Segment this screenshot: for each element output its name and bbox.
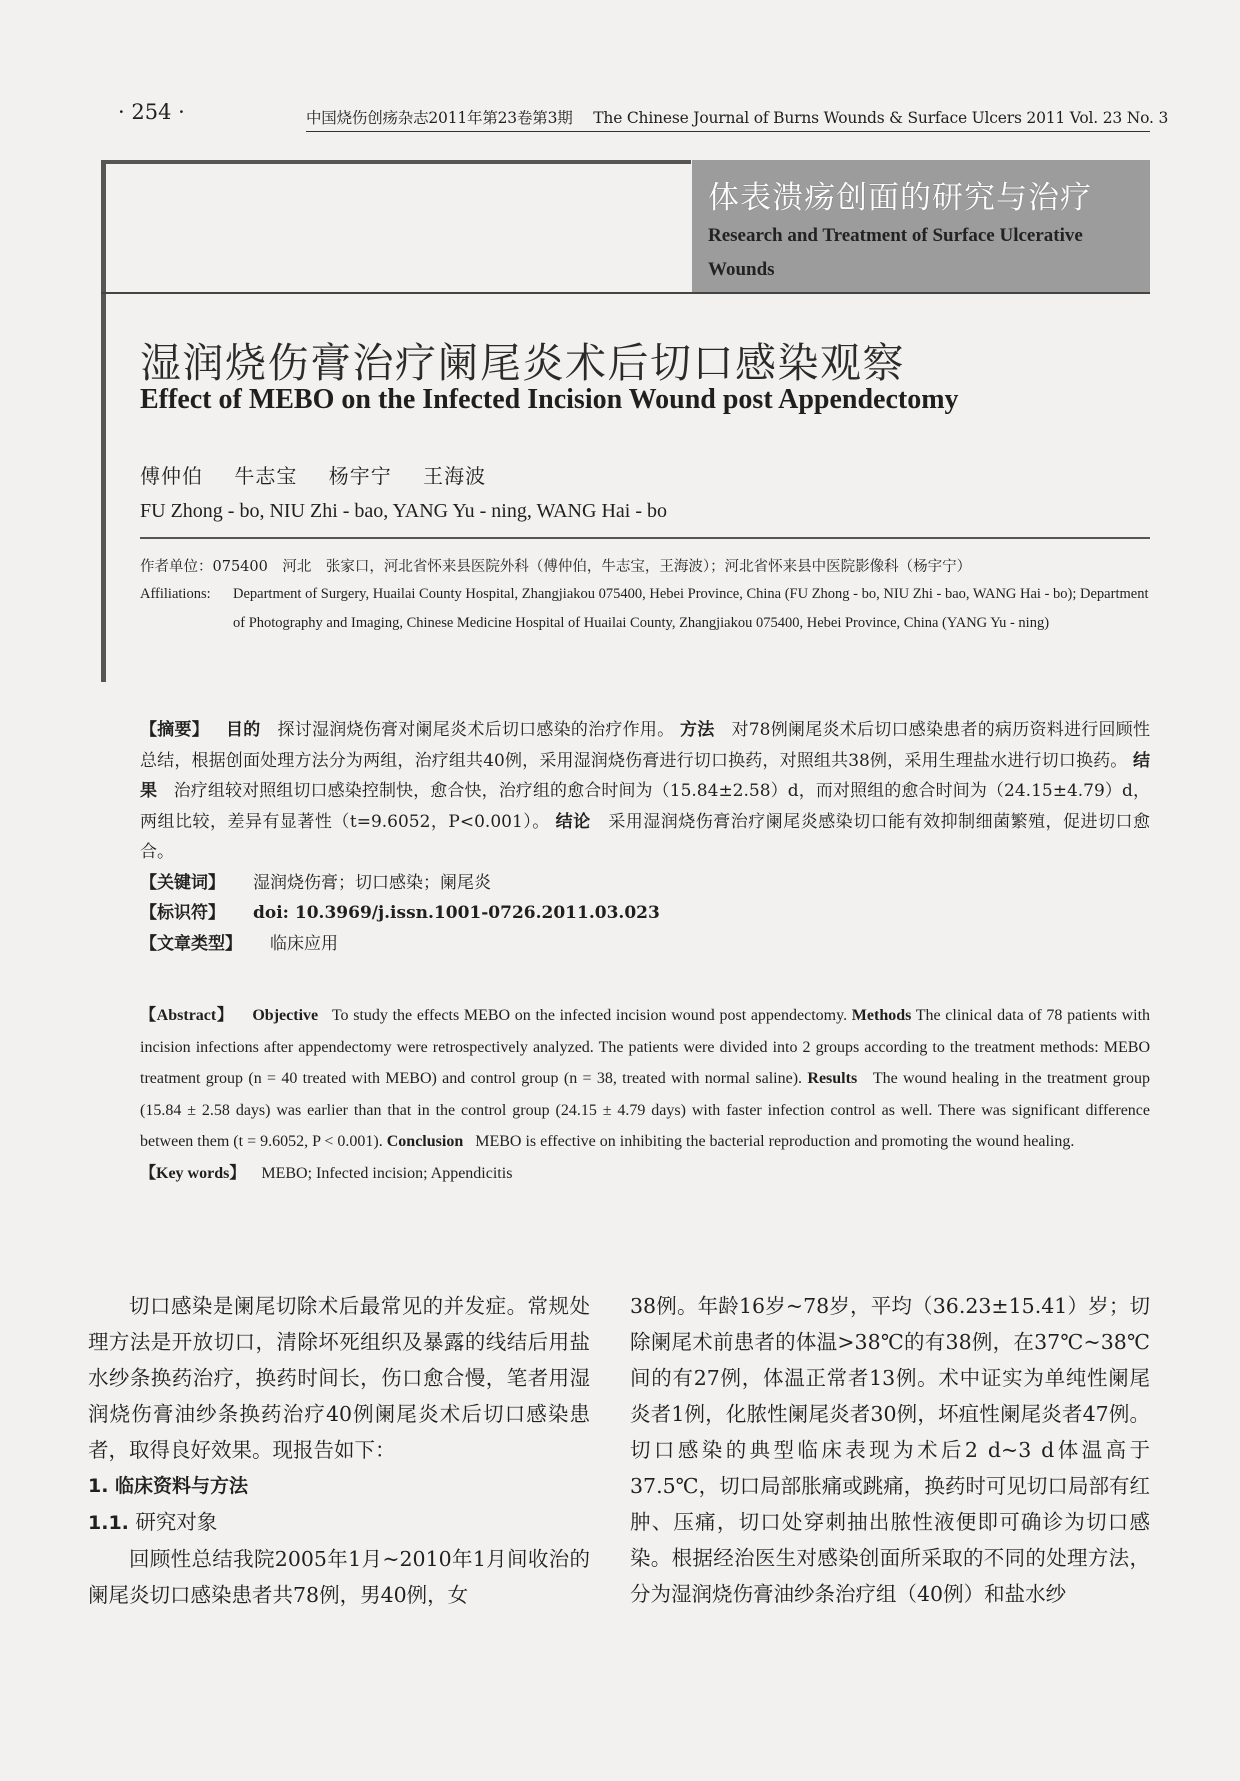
objective-text: 探讨湿润烧伤膏对阑尾炎术后切口感染的治疗作用。: [277, 720, 675, 740]
abstract-en-label: 【Abstract】: [140, 1007, 234, 1024]
keywords-en-label: 【Key words】: [140, 1164, 246, 1182]
article-title-en: Effect of MEBO on the Infected Incision Wound post Appendectomy: [140, 384, 959, 415]
journal-title-en: The Chinese Journal of Burns Wounds & Surface Ulcers 2011 Vol. 23 No. 3: [593, 109, 1169, 127]
identifier-label: 【标识符】: [140, 903, 225, 923]
affiliation-cn: 作者单位：075400 河北 张家口，河北省怀来县医院外科（傅仲伯，牛志宝，王海波）；河北省怀来县中医院影像科（杨宇宁）: [140, 559, 972, 575]
affiliation-en: [140, 580, 1150, 638]
article-type-row: [140, 929, 1150, 960]
methods-label: 方法: [680, 720, 715, 740]
article-title-cn: 湿润烧伤膏治疗阑尾炎术后切口感染观察: [140, 339, 905, 387]
results-label: 结果: [140, 750, 1151, 801]
objective-en-text: To study the effects MEBO on the infected incision wound post appendectomy.: [331, 1007, 848, 1024]
article-type-text: 临床应用: [270, 933, 338, 954]
doi-text: doi: 10.3969/j.issn.1001-0726.2011.03.023: [253, 903, 660, 923]
banner-bottom-rule: [101, 292, 1150, 294]
body-right-column: 38例。年龄16岁~78岁，平均（36.23±15.41）岁；切除阑尾术前患者的体温>38℃的有38例，在37℃~38℃间的有27例，体温正常者13例。术中证实为单纯性阑尾炎者1例，化脓性阑尾炎者30例，坏疽性阑尾炎者47例。切口感染的典型临床表现为术后2 d~3 d体温高于37.5℃，切口局部胀痛或跳痛，换药时可见切口局部有红肿、压痛，切口处穿刺抽出脓性液便即可确诊为切口感染。根据经治医生对感染创面所采取的不同的处理方法，分为湿润烧伤膏油纱条治疗组（40例）和盐水纱: [630, 1294, 1150, 1606]
objective-label: 目的: [226, 720, 261, 740]
keywords-row: [140, 868, 1150, 899]
body-left-column: [88, 1288, 590, 1613]
subsection-title: 研究对象: [135, 1510, 218, 1534]
identifier-row: [140, 898, 1150, 929]
author-name: 牛志宝: [234, 464, 298, 488]
abstract-en: [140, 1000, 1150, 1189]
column-title-en: Research and Treatment of Surface Ulcerative Wounds: [708, 225, 1083, 280]
objective-en-label: Objective: [252, 1007, 319, 1024]
keywords-en-text: MEBO; Infected incision; Appendicitis: [261, 1164, 513, 1182]
authors-cn: [140, 460, 510, 489]
author-name: 傅仲伯: [140, 464, 203, 488]
conclusion-label: 结论: [555, 811, 591, 832]
author-name: 杨宇宁: [328, 464, 392, 488]
journal-title-cn: 中国烧伤创疡杂志2011年第23卷第3期: [306, 109, 573, 127]
keywords-label: 【关键词】: [140, 872, 225, 893]
running-header: [306, 106, 1169, 132]
subsection-heading: [88, 1504, 590, 1541]
article-type-label: 【文章类型】: [140, 933, 242, 954]
body-paragraph: 回顾性总结我院2005年1月~2010年1月间收治的阑尾炎切口感染患者共78例，男40例，女: [88, 1547, 590, 1607]
keywords-en-row: [140, 1158, 1150, 1190]
affiliation-text: Department of Surgery, Huailai County Hospital, Zhangjiakou 075400, Hebei Province, China (FU Zhong - bo, NIU Zhi - bao, WANG Hai - bo); Department of Photography and Imaging, Chinese Medicine Hospital of Huailai County, Zhangjiakou 075400, Hebei Province, China (YANG Yu - ning): [233, 586, 1149, 631]
section-top-rule: [101, 160, 691, 164]
results-en-label: Results: [807, 1070, 858, 1087]
keywords-text: 湿润烧伤膏；切口感染；阑尾炎: [253, 872, 491, 893]
author-name: 王海波: [423, 464, 487, 488]
section-heading: 1. 临床资料与方法: [88, 1475, 249, 1497]
conclusion-en-text: MEBO is effective on inhibiting the bacterial reproduction and promoting the wound healing.: [475, 1133, 1075, 1150]
abstract-cn-body: [140, 715, 1150, 868]
column-title-cn: 体表溃疡创面的研究与治疗: [708, 180, 1092, 216]
abstract-label: 【摘要】: [140, 720, 210, 740]
affiliation-label: Affiliations:: [140, 586, 211, 602]
abstract-cn: [140, 715, 1150, 959]
page-number: · 254 ·: [118, 100, 185, 124]
authors-en: FU Zhong - bo, NIU Zhi - bao, YANG Yu - ning, WANG Hai - bo: [140, 500, 667, 522]
methods-text: 对78例阑尾炎术后切口感染患者的病历资料进行回顾性总结，根据创面处理方法分为两组，治疗组共40例，采用湿润烧伤膏进行切口换药，对照组共38例，采用生理盐水进行切口换药。: [140, 720, 1151, 771]
results-en-text: The wound healing in the treatment group (15.84 ± 2.58 days) was earlier than that in the control group (24.15 ± 4.79 days) with faster infection control as well. There was significant difference between them (t = 9.6052, P < 0.001).: [140, 1070, 1151, 1150]
abstract-en-body: [140, 1000, 1150, 1158]
authors-rule: [140, 537, 1150, 539]
section-left-bar: [101, 160, 106, 682]
results-text: 治疗组较对照组切口感染控制快，愈合快，治疗组的愈合时间为（15.84±2.58）d，而对照组的愈合时间为（24.15±4.79）d，两组比较，差异有显著性（t=9.6052，P<0.001）。: [140, 781, 1150, 832]
methods-en-text: The clinical data of 78 patients with incision infections after appendectomy were retrospectively analyzed. The patients were divided into 2 groups according to the treatment methods: MEBO treatment group (n = 40 treated with MEBO) and control group (n = 38, treated with normal saline).: [140, 1007, 1151, 1087]
subsection-number: 1.1.: [88, 1512, 129, 1534]
methods-en-label: Methods: [851, 1007, 912, 1024]
conclusion-en-label: Conclusion: [386, 1133, 464, 1150]
intro-paragraph: 切口感染是阑尾切除术后最常见的并发症。常规处理方法是开放切口，清除坏死组织及暴露的线结后用盐水纱条换药治疗，换药时间长，伤口愈合慢，笔者用湿润烧伤膏油纱条换药治疗40例阑尾炎术后切口感染患者，取得良好效果。现报告如下：: [88, 1294, 590, 1462]
conclusion-text: 采用湿润烧伤膏治疗阑尾炎感染切口能有效抑制细菌繁殖，促进切口愈合。: [140, 811, 1151, 862]
